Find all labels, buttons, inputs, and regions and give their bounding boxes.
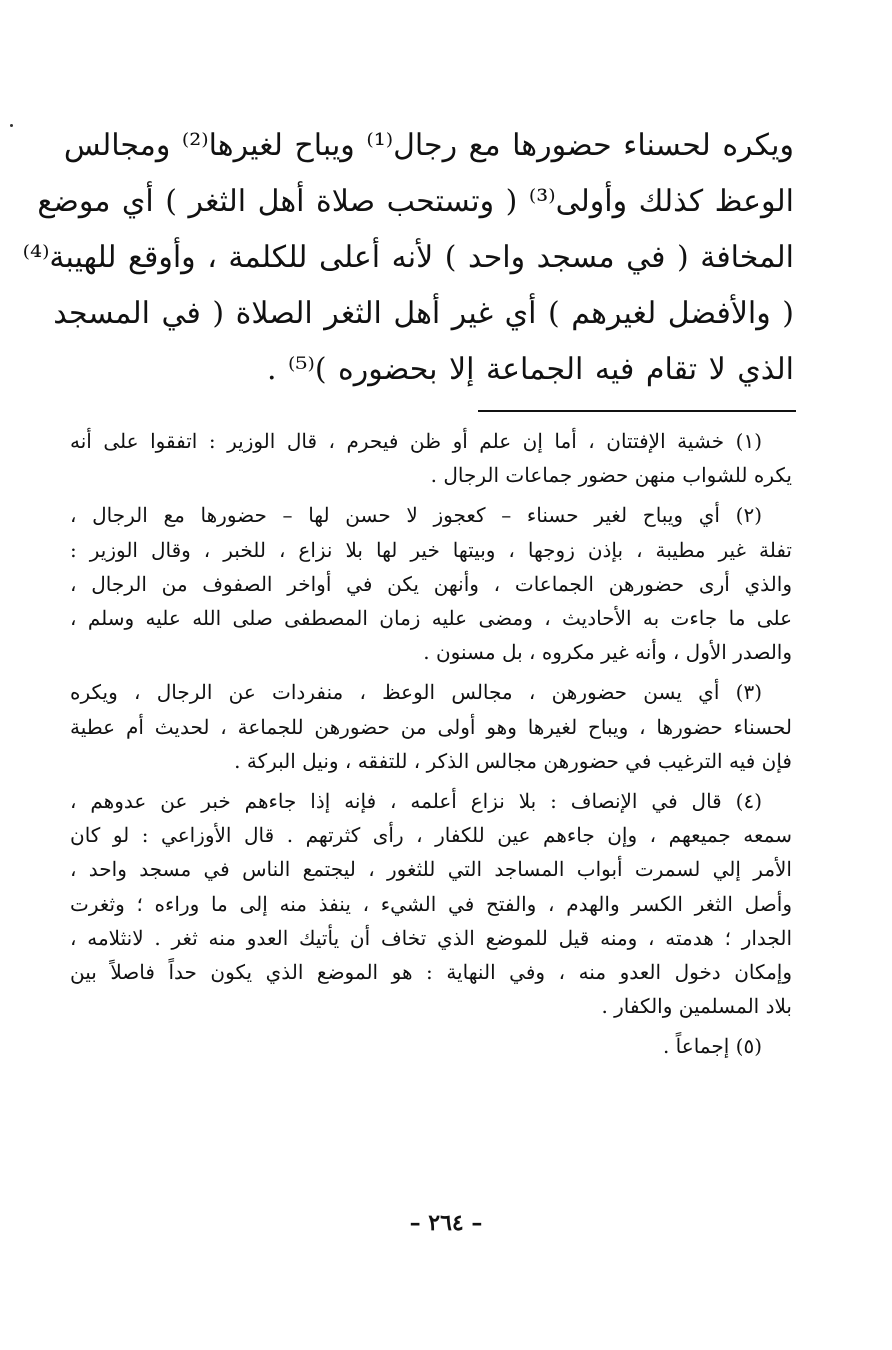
- main-line: الذي لا تقام فيه الجماعة إلا بحضوره )⁽⁵⁾ .: [266, 352, 794, 387]
- footnote-4: [70, 784, 792, 1023]
- main-text-block: [22, 118, 794, 398]
- footnote-5: [70, 1029, 792, 1063]
- main-line: الوعظ كذلك وأولى⁽³⁾ ( وتستحب صلاة أهل الثغر ) أي موضع: [37, 184, 794, 219]
- footnote-line: وإمكان دخول العدو منه ، وفي النهاية : هو الموضع الذي يكون حداً فاصلاً بين: [70, 960, 792, 985]
- footnote-line: لحسناء حضورها ، ويباح لغيرها وهو أولى من حضورهن للجماعة ، لحديث أم عطية: [70, 714, 793, 739]
- footnote-separator: [478, 410, 796, 412]
- footnote-1: [70, 424, 792, 492]
- footnote-line: سمعه جميعهم ، وإن جاءهم عين للكفار ، رأى كثرتهم . قال الأوزاعي : لو كان: [70, 823, 792, 848]
- page-number: – ٢٦٤ –: [409, 1210, 483, 1236]
- footnote-line: فإن فيه الترغيب في حضورهن مجالس الذكر ، للتفقه ، ونيل البركة .: [234, 748, 792, 773]
- footnote-line: تفلة غير مطيبة ، بإذن زوجها ، وبيتها خير لها بلا نزاع ، للخبر ، وقال الوزير :: [70, 537, 792, 562]
- footnote-line: (٢) أي ويباح لغير حسناء – كعجوز لا حسن لها – حضورها مع الرجال ،: [70, 503, 762, 528]
- footnote-3: [70, 675, 792, 778]
- footnotes-block: [70, 424, 792, 1070]
- footnote-line: (٤) قال في الإنصاف : بلا نزاع أعلمه ، فإنه إذا جاءهم خبر عن عدوهم ،: [70, 789, 762, 814]
- main-line: ( والأفضل لغيرهم ) أي غير أهل الثغر الصلاة ( في المسجد: [53, 296, 794, 331]
- scan-speck: [10, 124, 13, 127]
- footnote-line: على ما جاءت به الأحاديث ، ومضى عليه زمان المصطفى صلى الله عليه وسلم ،: [70, 606, 792, 631]
- footnote-line: وأصل الثغر الكسر والهدم ، والفتح في الشيء ، ينفذ منه إلى ما وراءه ؛ وثغرت: [70, 891, 792, 916]
- footnote-2: [70, 498, 792, 669]
- footnote-line: والذي أرى حضورهن الجماعات ، وأنهن يكن في أواخر الصفوف من الرجال ،: [70, 571, 792, 596]
- footnote-line: (١) خشية الإفتتان ، أما إن علم أو ظن فيحرم ، قال الوزير : اتفقوا على أنه: [70, 429, 762, 453]
- footnote-line: الأمر إلي لسمرت أبواب المساجد التي للثغور ، ليجتمع الناس في مسجد واحد ،: [70, 857, 792, 882]
- main-paragraph: [22, 118, 794, 398]
- main-line: ويكره لحسناء حضورها مع رجال⁽¹⁾ ويباح لغيرها⁽²⁾ ومجالس: [63, 128, 794, 163]
- footnote-line: الجدار ؛ هدمته ، ومنه قيل للموضع الذي تخاف أن يأتيك العدو منه ثغر . لانثلامه ،: [70, 925, 792, 950]
- footnote-line: والصدر الأول ، وأنه غير مكروه ، بل مسنون .: [423, 640, 792, 665]
- footnote-line: (٥) إجماعاً .: [662, 1034, 762, 1059]
- main-line: المخافة ( في مسجد واحد ) لأنه أعلى للكلمة ، وأوقع للهيبة⁽⁴⁾: [22, 240, 794, 275]
- footnote-line: بلاد المسلمين والكفار .: [601, 994, 792, 1019]
- footnote-line: (٣) أي يسن حضورهن ، مجالس الوعظ ، منفردات عن الرجال ، ويكره: [70, 680, 762, 705]
- footnote-line: يكره للشواب منهن حضور جماعات الرجال .: [430, 463, 792, 488]
